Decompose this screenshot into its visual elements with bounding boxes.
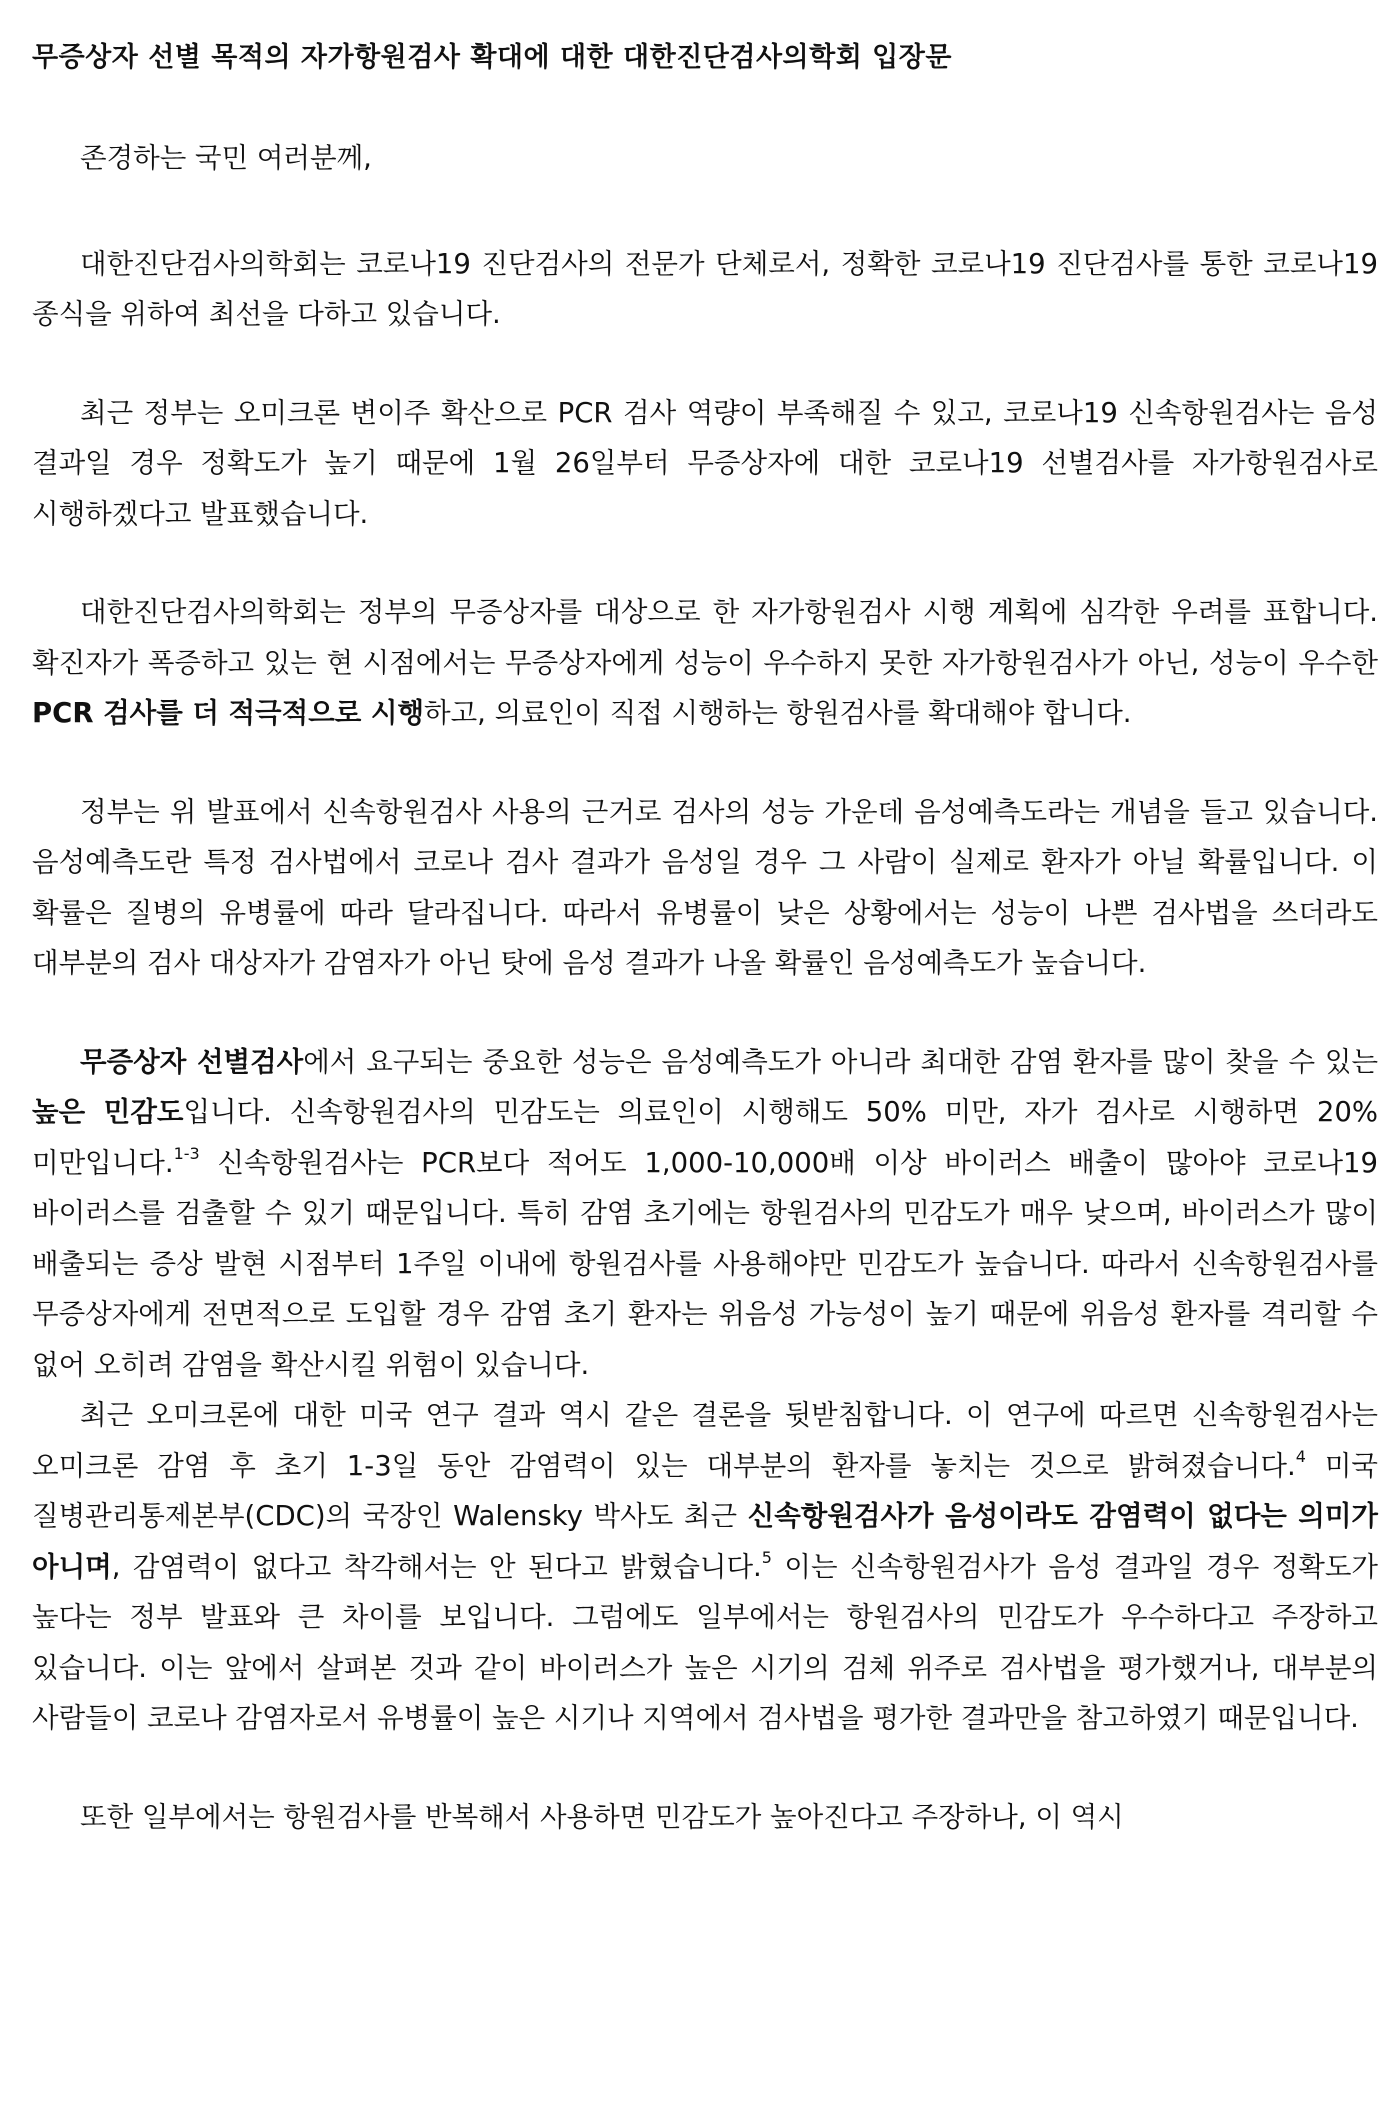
- paragraph-negative-predictive-value: [32, 787, 1378, 989]
- text-run: 최근 정부는 오미크론 변이주 확산으로 PCR 검사 역량이 부족해질 수 있고, 코로나19 신속항원검사는 음성 결과일 경우 정확도가 높기 때문에 1월 26일부터 무증상자에 대한 코로나19 선별검사를 자가항원검사로 시행하겠다고 발표했습니다.: [32, 396, 1378, 530]
- text-run: 대한진단검사의학회는 정부의 무증상자를 대상으로 한 자가항원검사 시행 계획에 심각한 우려를 표합니다. 확진자가 폭증하고 있는 현 시점에서는 무증상자에게 성능이 우수하지 못한 자가항원검사가 아닌, 성능이 우수한: [32, 596, 1378, 679]
- text-run: 에서 요구되는 중요한 성능은 음성예측도가 아니라 최대한 감염 환자를 많이 찾을 수 있는: [303, 1045, 1379, 1078]
- paragraph-omicron-study: [32, 1390, 1378, 1744]
- text-run: 미국 질병관리통제본부(CDC)의 국장인 Walensky 박사도 최근: [32, 1449, 1378, 1532]
- text-run: 대한진단검사의학회는 코로나19 진단검사의 전문가 단체로서, 정확한 코로나19 진단검사를 통한 코로나19 종식을 위하여 최선을 다하고 있습니다.: [32, 247, 1378, 330]
- text-run: 정부는 위 발표에서 신속항원검사 사용의 근거로 검사의 성능 가운데 음성예측도라는 개념을 들고 있습니다. 음성예측도란 특정 검사법에서 코로나 검사 결과가 음성일 경우 그 사람이 실제로 환자가 아닐 확률입니다. 이 확률은 질병의 유병률에 따라 달라집니다. 따라서 유병률이 낮은 상황에서는 성능이 나쁜 검사법을 쓰더라도 대부분의 검사 대상자가 감염자가 아닌 탓에 음성 결과가 나올 확률인 음성예측도가 높습니다.: [32, 795, 1378, 979]
- salutation: 존경하는 국민 여러분께,: [80, 142, 372, 174]
- text-run: 최근 오미크론에 대한 미국 연구 결과 역시 같은 결론을 뒷받침합니다. 이 연구에 따르면 신속항원검사는 오미크론 감염 후 초기 1-3일 동안 감염력이 있는 대부분의 환자를 놓치는 것으로 밝혀졌습니다.: [32, 1399, 1378, 1482]
- document-page: [32, 38, 1378, 1842]
- text-run: 입니다. 신속항원검사의 민감도는 의료인이 시행해도 50% 미만, 자가 검사로 시행하면 20% 미만입니다.: [32, 1096, 1378, 1179]
- text-run: 하고, 의료인이 직접 시행하는 항원검사를 확대해야 합니다.: [424, 697, 1132, 729]
- emphasized-text: 신속항원검사가 음성이라도 감염력이 없다는 의미가 아니며: [32, 1500, 1378, 1583]
- citation-superscript: 5: [761, 1548, 772, 1568]
- citation-superscript: 4: [1295, 1447, 1306, 1467]
- emphasized-text: 무증상자 선별검사: [80, 1045, 304, 1078]
- text-run: 신속항원검사는 PCR보다 적어도 1,000-10,000배 이상 바이러스 배출이 많아야 코로나19 바이러스를 검출할 수 있기 때문입니다. 특히 감염 초기에는 항원검사의 민감도가 매우 낮으며, 바이러스가 많이 배출되는 증상 발현 시점부터 1주일 이내에 항원검사를 사용해야만 민감도가 높습니다. 따라서 신속항원검사를 무증상자에게 전면적으로 도입할 경우 감염 초기 환자는 위음성 가능성이 높기 때문에 위음성 환자를 격리할 수 없어 오히려 감염을 확산시킬 위험이 있습니다.: [32, 1146, 1378, 1381]
- text-run: 이는 신속항원검사가 음성 결과일 경우 정확도가 높다는 정부 발표와 큰 차이를 보입니다. 그럼에도 일부에서는 항원검사의 민감도가 우수하다고 주장하고 있습니다. 이는 앞에서 살펴본 것과 같이 바이러스가 높은 시기의 검체 위주로 검사법을 평가했거나, 대부분의 사람들이 코로나 감염자로서 유병률이 높은 시기나 지역에서 검사법을 평가한 결과만을 참고하였기 때문입니다.: [32, 1550, 1378, 1734]
- paragraph-intro: [32, 239, 1378, 340]
- paragraph-government-announcement: [32, 388, 1378, 540]
- citation-superscript: 1-3: [173, 1144, 200, 1164]
- emphasized-text: PCR 검사를 더 적극적으로 시행: [32, 697, 425, 729]
- paragraph-repeated-testing: [32, 1792, 1378, 1843]
- paragraph-sensitivity: [32, 1037, 1378, 1391]
- text-run: , 감염력이 없다고 착각해서는 안 된다고 밝혔습니다.: [111, 1550, 762, 1583]
- paragraph-society-concern: [32, 587, 1378, 739]
- document-title: 무증상자 선별 목적의 자가항원검사 확대에 대한 대한진단검사의학회 입장문: [32, 42, 952, 73]
- text-run: 또한 일부에서는 항원검사를 반복해서 사용하면 민감도가 높아진다고 주장하나, 이 역시: [80, 1800, 1124, 1833]
- emphasized-text: 높은 민감도: [32, 1096, 184, 1128]
